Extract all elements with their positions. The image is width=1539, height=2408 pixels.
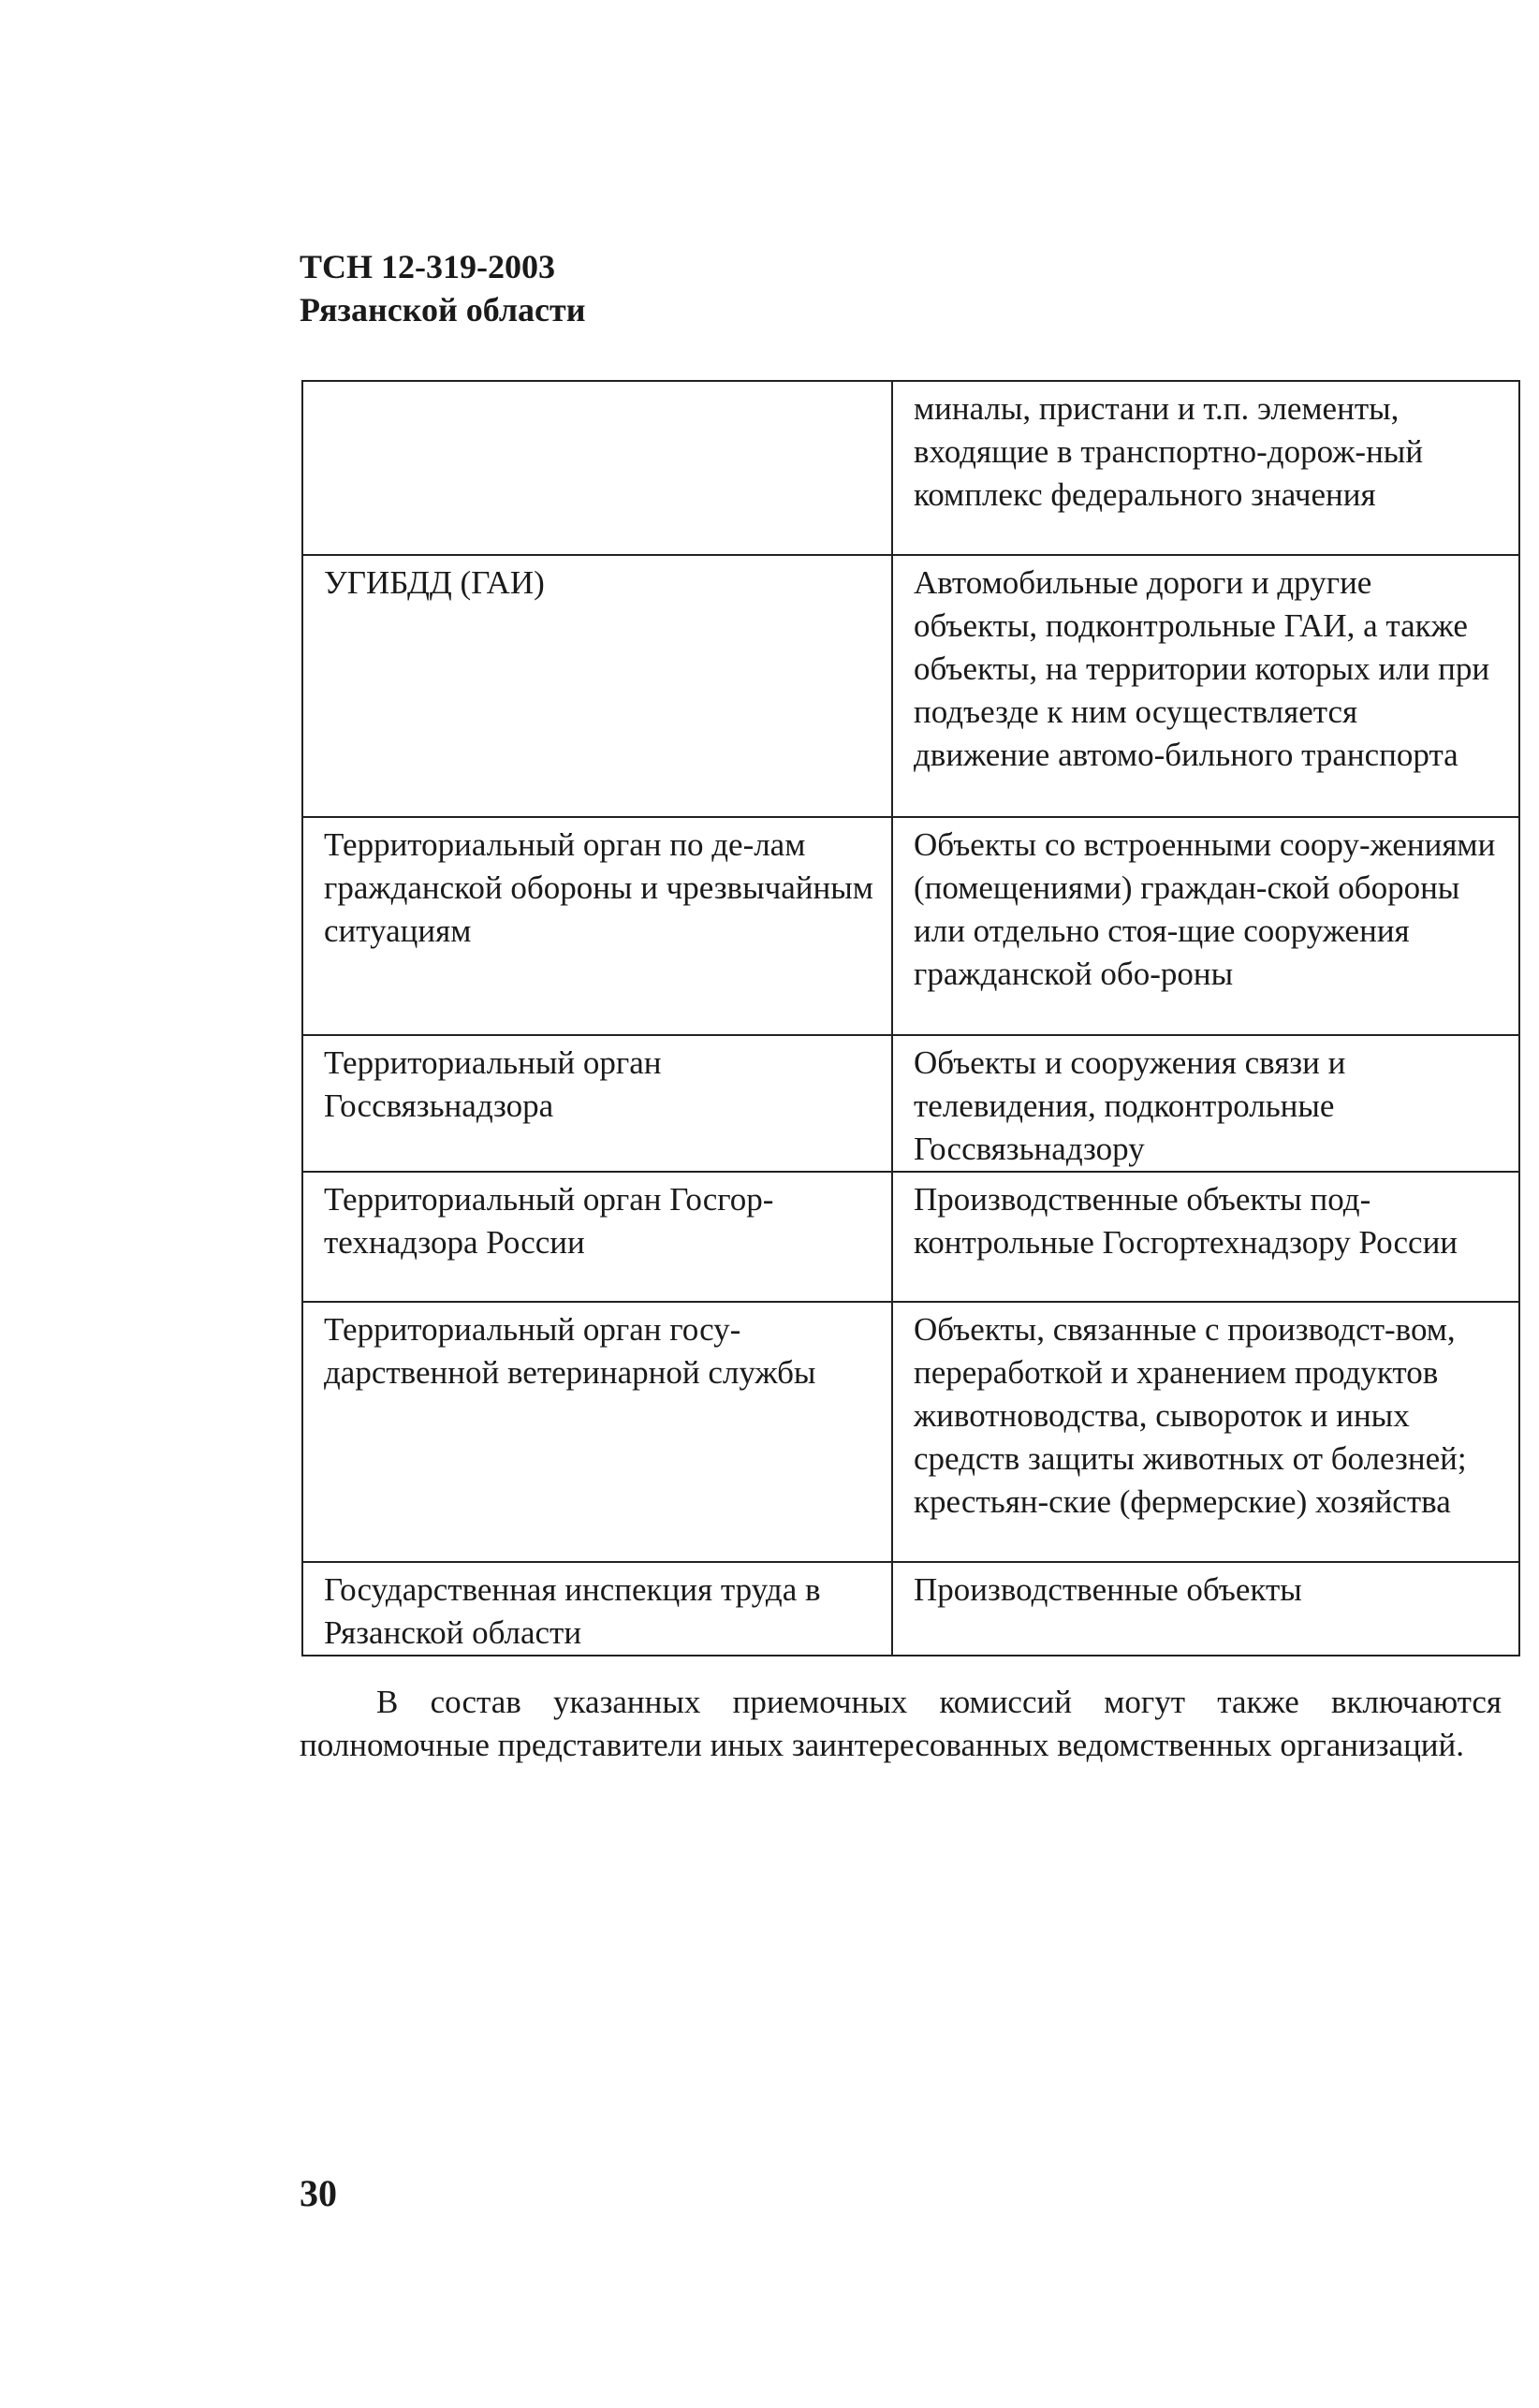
table-row: [302, 381, 1519, 555]
table-cell-authority: [302, 381, 892, 555]
page-number: 30: [300, 2172, 337, 2214]
table-cell-objects: Производственные объекты под-контрольные Госгортехнадзору России: [892, 1172, 1519, 1302]
table-cell-objects: Объекты, связанные с производст-вом, переработкой и хранением продуктов животноводства, сывороток и иных средств защиты животных от болезней; крестьян-ские (фермерские) хозяйства: [892, 1302, 1519, 1562]
table-cell-objects: миналы, пристани и т.п. элементы, входящие в транспортно-дорож-ный комплекс федерального значения: [892, 381, 1519, 555]
table-cell-authority: Территориальный орган по де-лам гражданской обороны и чрезвычайным ситуациям: [302, 817, 892, 1035]
table-cell-objects: Производственные объекты: [892, 1562, 1519, 1656]
commission-table: [301, 380, 1520, 1656]
table-cell-authority: Территориальный орган Госсвязьнадзора: [302, 1035, 892, 1172]
table-cell-authority: УГИБДД (ГАИ): [302, 555, 892, 817]
table-cell-authority: Территориальный орган госу-дарственной ветеринарной службы: [302, 1302, 892, 1562]
footnote-paragraph: В состав указанных приемочных комиссий могут также включаются полномочные представители иных заинтересованных ведомственных организаций.: [300, 1684, 1502, 1763]
table-row: [302, 1172, 1519, 1302]
table-cell-objects: Объекты и сооружения связи и телевидения, подконтрольные Госсвязьнадзору: [892, 1035, 1519, 1172]
table-row: [302, 1562, 1519, 1656]
document-header: [300, 245, 585, 331]
table-row: [302, 1302, 1519, 1562]
table-cell-authority: Государственная инспекция труда в Рязанской области: [302, 1562, 892, 1656]
document-code: ТСН 12-319-2003: [300, 248, 555, 285]
table-row: [302, 817, 1519, 1035]
table-cell-objects: Автомобильные дороги и другие объекты, подконтрольные ГАИ, а также объекты, на территории которых или при подъезде к ним осуществляется движение автомо-бильного транспорта: [892, 555, 1519, 817]
table-row: [302, 1035, 1519, 1172]
table-cell-objects: Объекты со встроенными соору-жениями (помещениями) граждан-ской обороны или отдельно стоя-щие сооружения гражданской обо-роны: [892, 817, 1519, 1035]
table-cell-authority: Территориальный орган Госгор-технадзора России: [302, 1172, 892, 1302]
document-region: Рязанской области: [300, 291, 586, 328]
table-row: [302, 555, 1519, 817]
